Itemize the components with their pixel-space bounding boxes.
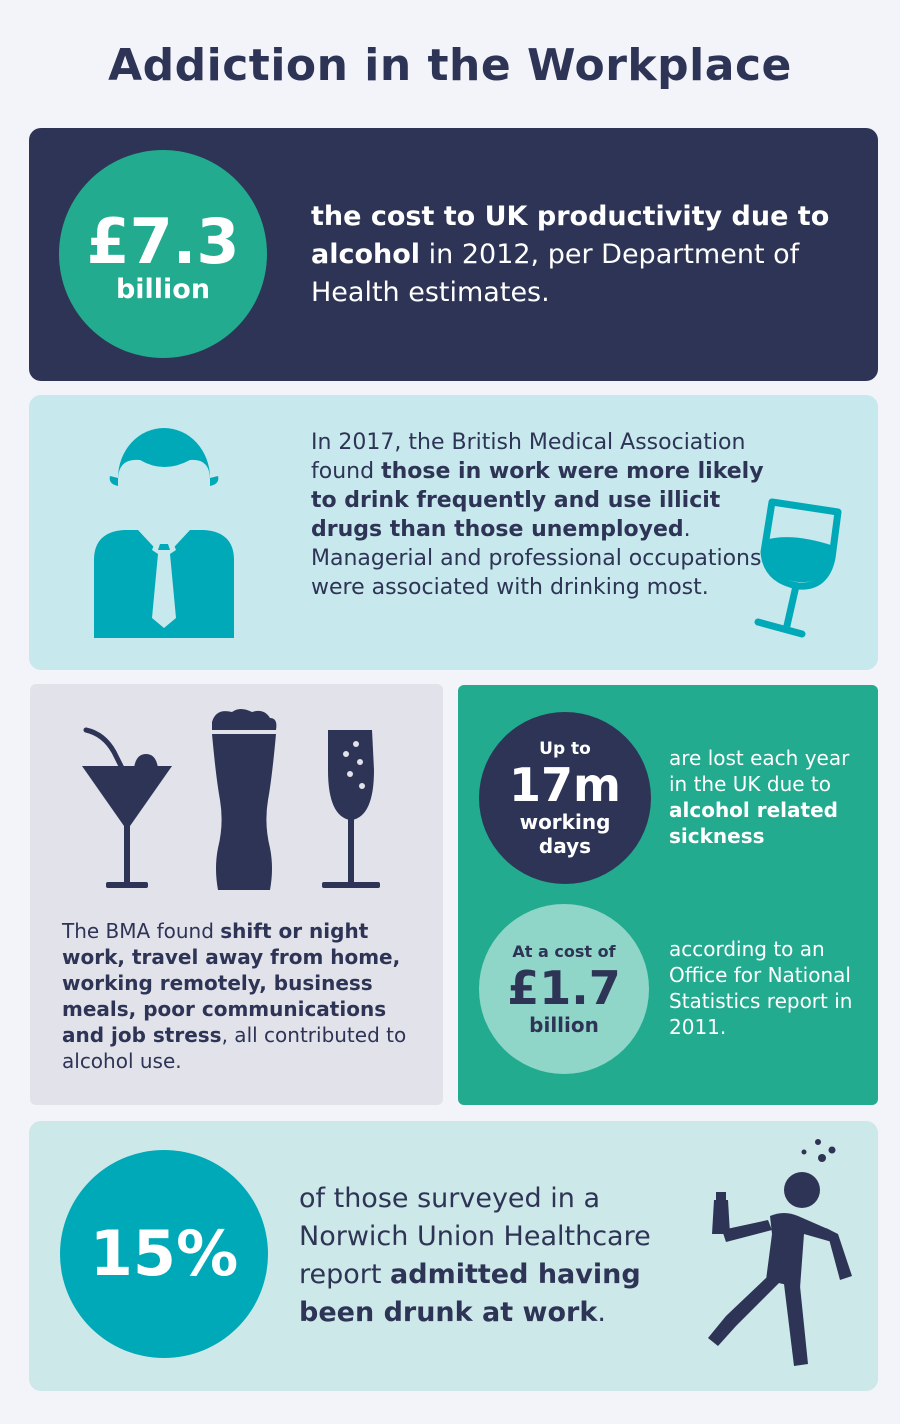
drunk-description (299, 1180, 709, 1332)
sickness-cost-description: according to an Office for National Statistics report in 2011. (669, 937, 853, 1039)
working-days-unit-line1: working (519, 810, 611, 834)
working-days-intro: are lost each year in the UK due to (669, 746, 850, 796)
businessman-icon (94, 420, 234, 642)
working-days-bold: alcohol related sickness (669, 798, 838, 848)
bma-2017-bold: those in work were more likely to drink frequently and use illicit drugs than those unemployed (311, 459, 764, 542)
bma-2017-intro: In 2017, the British Medical Association found (311, 430, 746, 484)
drunk-bold: admitted having been drunk at work (299, 1259, 641, 1328)
bma-2017-rest: . Managerial and professional occupations were associated with drinking most. (311, 517, 762, 600)
cocktail-glass-icon (80, 724, 174, 892)
cost-stat-value: £7.3 (86, 205, 240, 278)
drunk-stat-circle (60, 1150, 268, 1358)
sickness-cost-prefix: At a cost of (512, 942, 616, 961)
factors-bold: shift or night work, travel away from home, working remotely, business meals, poor communications and job stress (62, 919, 401, 1047)
working-days-description (669, 745, 869, 849)
drunk-stat-value: 15% (89, 1217, 239, 1290)
sickness-cost-value: £1.7 (507, 961, 621, 1015)
drunk-person-icon (708, 1138, 858, 1370)
working-days-stat-circle (479, 712, 651, 884)
working-days-unit-line2: days (538, 834, 592, 858)
cost-description (311, 198, 841, 312)
cost-description-bold: the cost to UK productivity due to alcohol (311, 201, 830, 270)
page-title: Addiction in the Workplace (108, 40, 792, 91)
factors-description (62, 918, 432, 1074)
sickness-cost-unit: billion (529, 1013, 599, 1037)
champagne-flute-icon (320, 730, 382, 892)
cost-description-rest: in 2012, per Department of Health estimates. (311, 239, 800, 308)
working-days-prefix: Up to (539, 739, 591, 759)
beer-glass-icon (210, 708, 278, 892)
drunk-rest: . (597, 1297, 606, 1328)
working-days-value: 17m (509, 758, 621, 812)
factors-rest: , all contributed to alcohol use. (62, 1023, 407, 1073)
bma-2017-description (311, 428, 791, 602)
cost-stat-circle (59, 150, 267, 358)
drunk-intro: of those surveyed in a Norwich Union Healthcare report (299, 1183, 651, 1290)
factors-intro: The BMA found (62, 919, 221, 943)
cost-stat-unit: billion (115, 274, 211, 305)
sickness-cost-stat-circle (479, 904, 649, 1074)
